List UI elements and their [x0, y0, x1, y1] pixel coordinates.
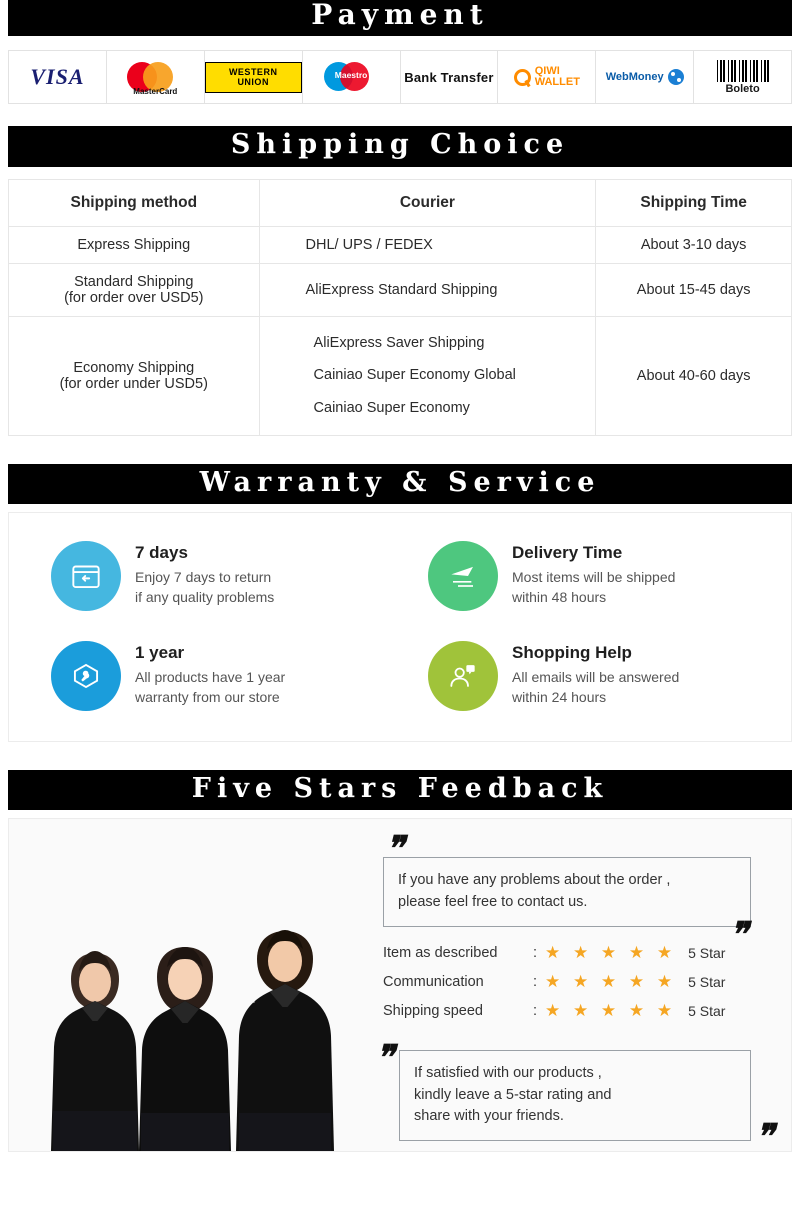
payment-mastercard — [107, 51, 205, 103]
section-title-payment: Payment — [8, 0, 792, 36]
quote-open-icon: ❞ — [386, 829, 405, 870]
staff-photo — [9, 819, 361, 1151]
table-row — [9, 316, 792, 435]
courier-line: Cainiao Super Economy Global — [313, 367, 516, 384]
method-note: (for order over USD5) — [64, 289, 204, 306]
warranty-item-shopping-help — [400, 641, 777, 711]
webmoney-icon — [606, 69, 684, 85]
rating-label: Shipping speed — [383, 1002, 483, 1019]
western-union-icon: WESTERN UNION — [205, 62, 302, 93]
cell-method — [9, 316, 260, 435]
shipping-table-wrap — [8, 179, 792, 436]
table-row — [9, 263, 792, 316]
rating-label: Item as described — [383, 944, 498, 961]
rating-value: 5 Star — [688, 973, 726, 990]
warranty-desc-line: All emails will be answered — [512, 668, 680, 685]
rating-row — [383, 943, 767, 963]
warranty-panel — [8, 512, 792, 742]
cell-courier — [259, 316, 596, 435]
rating-row — [383, 972, 767, 992]
delivery-plane-icon — [428, 541, 498, 611]
rating-colon: : — [533, 1002, 538, 1019]
qiwi-wallet-icon: QIWI WALLET — [514, 66, 580, 89]
warranty-desc-line: All products have 1 year — [135, 668, 286, 685]
mastercard-icon — [127, 60, 183, 97]
method-name: Express Shipping — [77, 236, 191, 253]
col-shipping-time: Shipping Time — [596, 179, 792, 226]
rating-colon: : — [533, 973, 538, 990]
warranty-title: 7 days — [135, 542, 188, 562]
contact-quote-line: please feel free to contact us. — [398, 894, 588, 911]
cell-time: About 3-10 days — [596, 226, 792, 263]
courier-line: AliExpress Saver Shipping — [313, 334, 485, 351]
section-title-feedback: Five Stars Feedback — [8, 770, 792, 810]
payment-bank-transfer — [401, 51, 499, 103]
feedback-panel — [8, 818, 792, 1152]
table-header-row — [9, 179, 792, 226]
payment-qiwi — [498, 51, 596, 103]
rating-request-line: share with your friends. — [414, 1108, 564, 1125]
feedback-content — [361, 819, 791, 1151]
rating-colon: : — [533, 944, 538, 961]
quote-open-icon: ❞ — [376, 1037, 395, 1078]
boleto-label: Boleto — [725, 82, 760, 95]
payment-maestro — [303, 51, 401, 103]
cell-courier: AliExpress Standard Shipping — [259, 263, 596, 316]
bank-transfer-icon: Bank Transfer — [404, 69, 494, 85]
rating-value: 5 Star — [688, 944, 726, 961]
ratings-list — [369, 927, 777, 1040]
cell-time: About 15-45 days — [596, 263, 792, 316]
payment-webmoney — [596, 51, 694, 103]
shipping-table — [8, 179, 792, 436]
quote-close-icon: ❞ — [755, 1117, 774, 1153]
rating-stars-icon: ★ ★ ★ ★ ★ — [545, 971, 677, 991]
payment-boleto — [694, 51, 791, 103]
rating-row — [383, 1001, 767, 1021]
warranty-item-7-days — [23, 541, 400, 611]
rating-value: 5 Star — [688, 1002, 726, 1019]
warranty-desc-line: within 48 hours — [512, 589, 607, 606]
cell-method — [9, 226, 260, 263]
method-name: Standard Shipping — [74, 273, 194, 290]
warranty-item-1-year — [23, 641, 400, 711]
support-agent-icon — [428, 641, 498, 711]
warranty-wrench-icon — [51, 641, 121, 711]
courier-line: Cainiao Super Economy — [313, 399, 470, 416]
warranty-desc-line: Most items will be shipped — [512, 568, 676, 585]
rating-stars-icon: ★ ★ ★ ★ ★ — [545, 1000, 677, 1020]
webmoney-label: WebMoney — [605, 71, 664, 84]
warranty-desc-line: if any quality problems — [135, 589, 275, 606]
mastercard-label: MasterCard — [133, 87, 178, 97]
warranty-item-delivery-time — [400, 541, 777, 611]
cell-time: About 40-60 days — [596, 316, 792, 435]
warranty-desc-line: warranty from our store — [135, 689, 280, 706]
payment-visa — [9, 51, 107, 103]
contact-quote-line: If you have any problems about the order , — [398, 872, 671, 889]
table-row — [9, 226, 792, 263]
visa-icon: VISA — [30, 64, 85, 90]
warranty-title: Shopping Help — [512, 642, 632, 662]
rating-request-quote — [376, 1037, 774, 1153]
col-shipping-method: Shipping method — [9, 179, 260, 226]
section-title-shipping: Shipping Choice — [8, 126, 792, 166]
rating-stars-icon: ★ ★ ★ ★ ★ — [545, 942, 677, 962]
warranty-title: Delivery Time — [512, 542, 623, 562]
cell-courier: DHL/ UPS / FEDEX — [259, 226, 596, 263]
warranty-desc-line: within 24 hours — [512, 689, 607, 706]
warranty-desc-line: Enjoy 7 days to return — [135, 568, 272, 585]
boleto-icon — [717, 60, 769, 95]
method-note: (for order under USD5) — [59, 375, 208, 392]
section-title-warranty: Warranty & Service — [8, 464, 792, 504]
col-courier: Courier — [259, 179, 596, 226]
cell-method — [9, 263, 260, 316]
return-box-icon — [51, 541, 121, 611]
payment-methods-row — [8, 50, 792, 104]
rating-request-line: kindly leave a 5-star rating and — [414, 1086, 612, 1103]
rating-label: Communication — [383, 973, 484, 990]
three-staff-members-illustration — [9, 851, 361, 1151]
warranty-title: 1 year — [135, 642, 185, 662]
maestro-icon — [324, 61, 378, 93]
quote-close-icon: ❞ — [729, 914, 748, 955]
rating-request-line: If satisfied with our products , — [414, 1064, 602, 1081]
payment-western-union — [205, 51, 303, 103]
warranty-grid — [9, 513, 791, 741]
method-name: Economy Shipping — [73, 359, 195, 376]
maestro-label: Maestro — [334, 70, 368, 81]
